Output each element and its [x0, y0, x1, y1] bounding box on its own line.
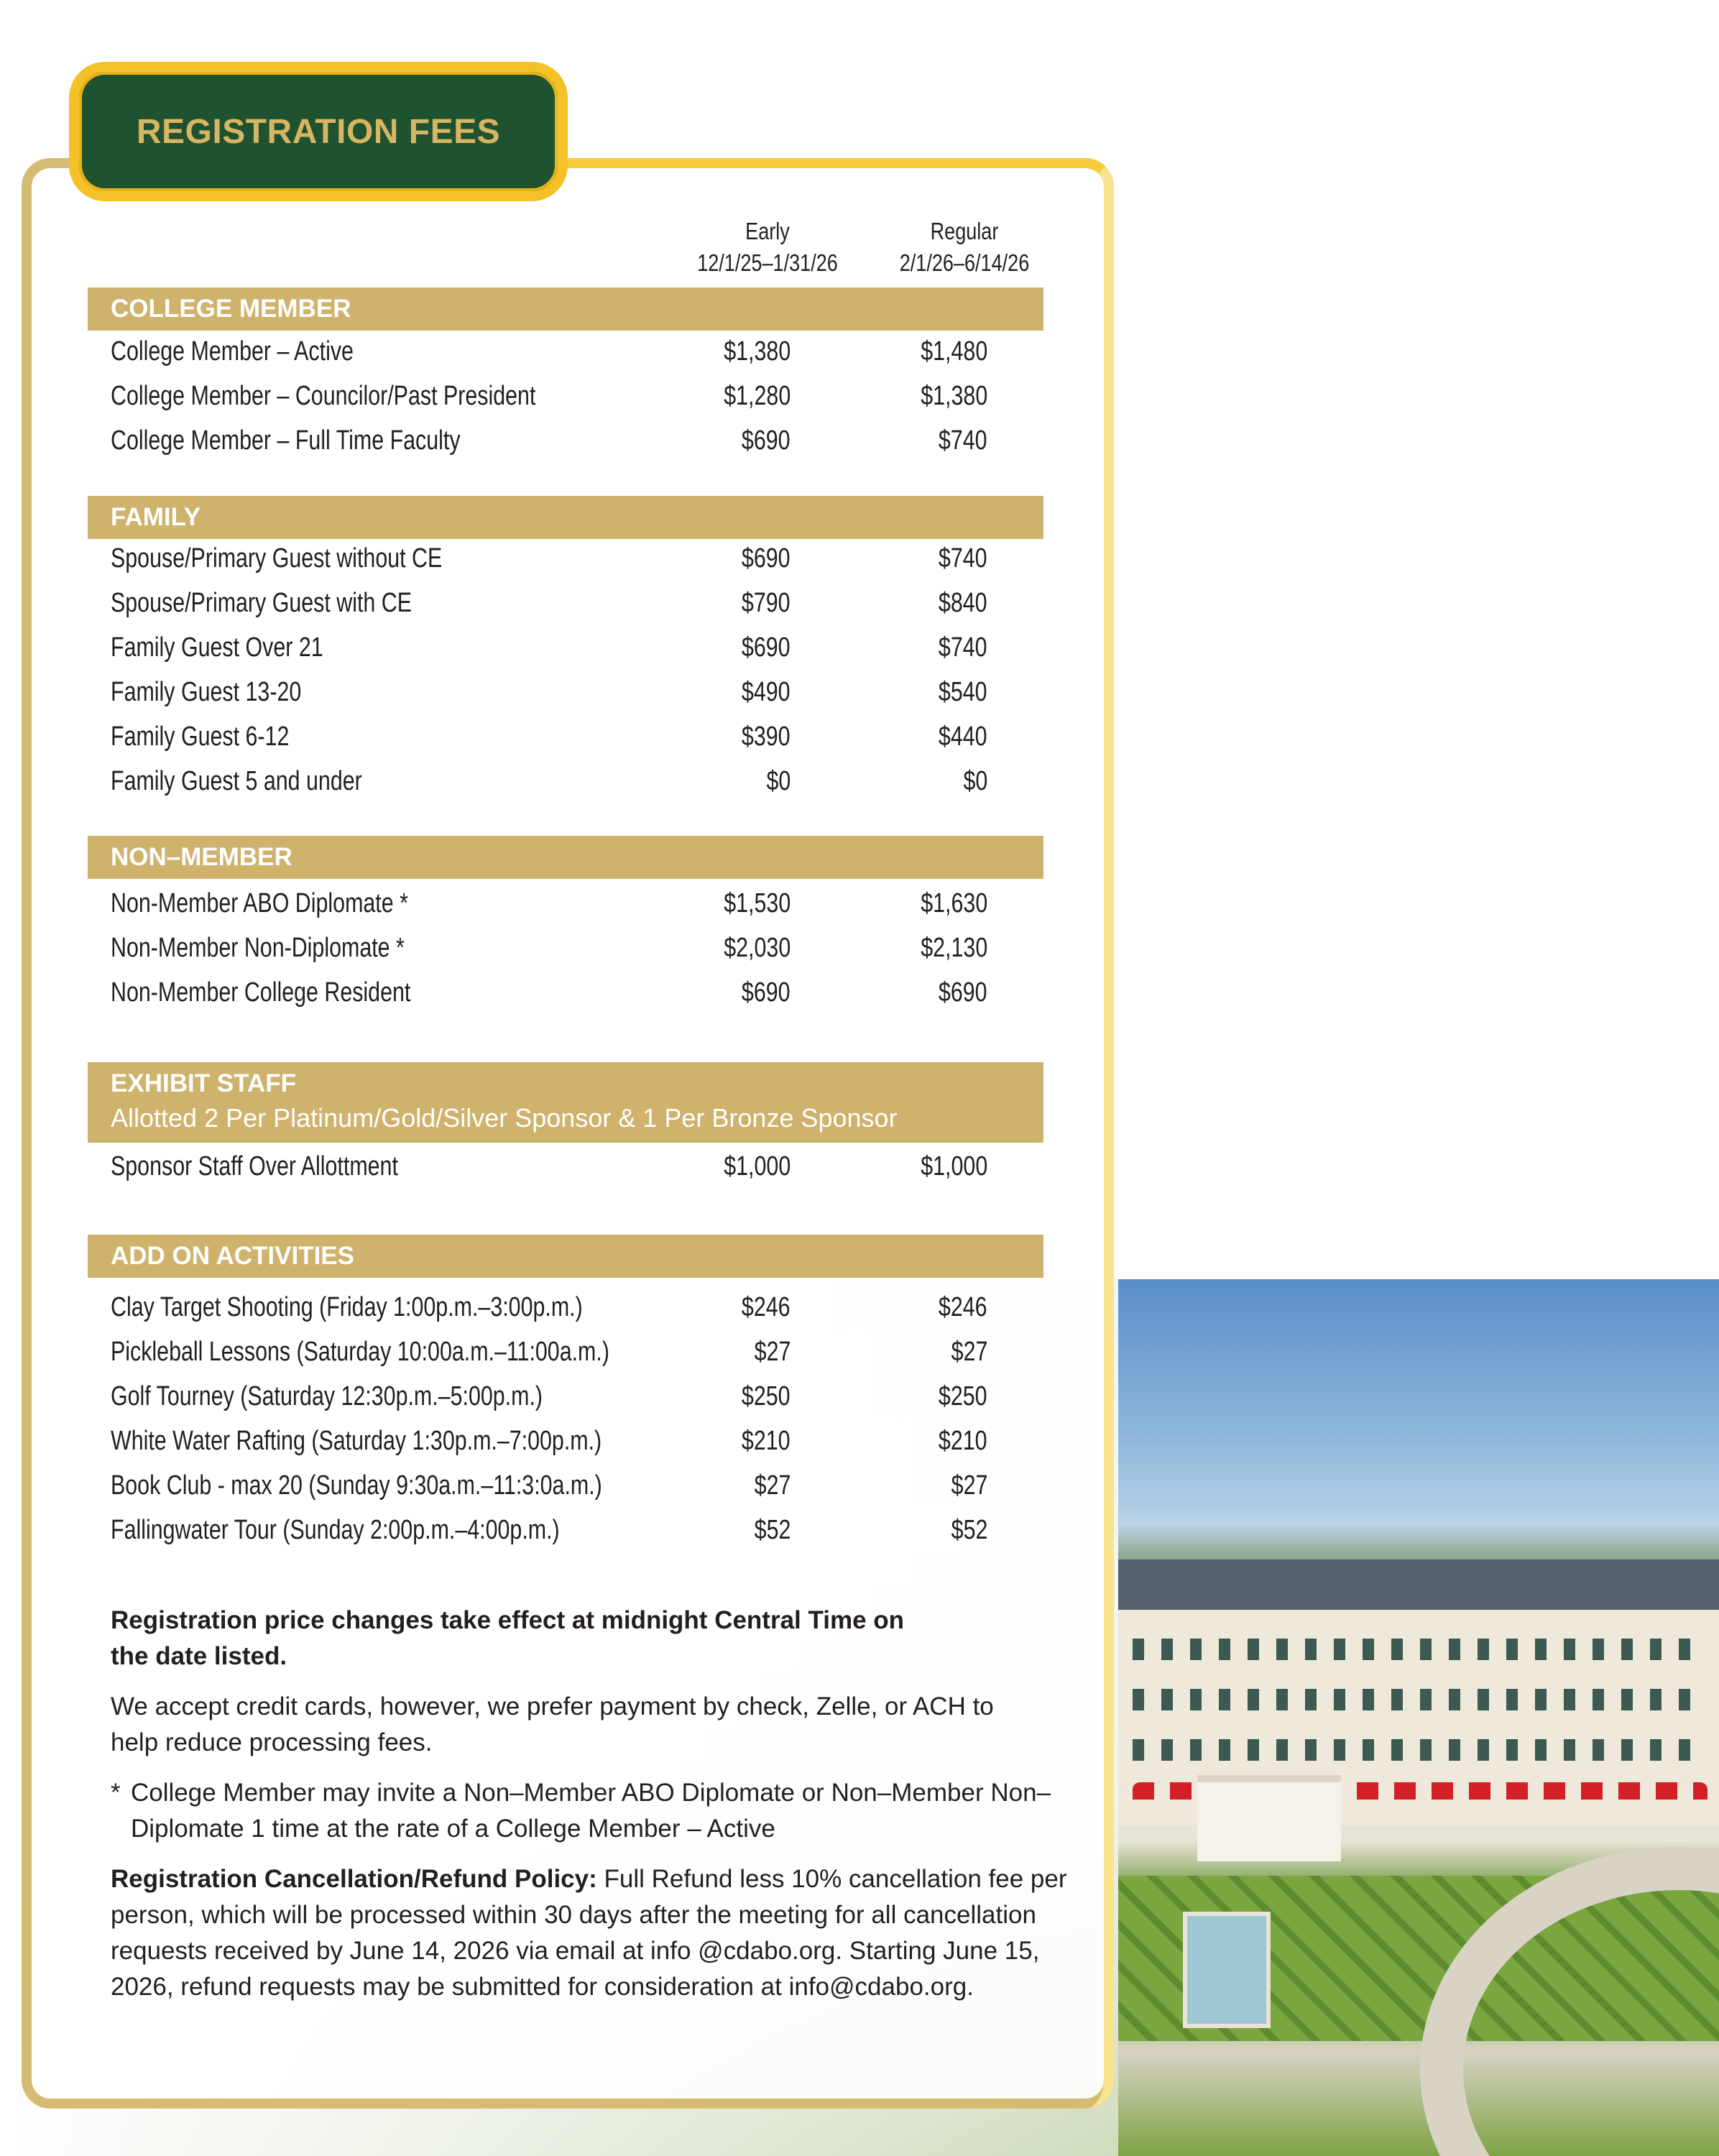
fee-row — [111, 336, 987, 379]
fee-row — [111, 588, 987, 631]
fee-regular: $1,630 — [921, 888, 987, 918]
fee-row — [111, 425, 987, 469]
fee-row — [111, 766, 987, 809]
asterisk-mark: * — [111, 1779, 121, 1807]
refund-policy — [111, 1861, 1088, 2005]
fee-row — [111, 677, 987, 720]
fee-regular: $690 — [939, 977, 987, 1008]
section-header-add-on-activities — [88, 1235, 1043, 1278]
title-badge — [69, 62, 568, 201]
fee-row — [111, 977, 987, 1021]
window-row — [1133, 1689, 1708, 1710]
fee-label: Non-Member Non-Diplomate * — [111, 933, 405, 963]
fee-row — [111, 1381, 987, 1424]
fee-label: Book Club - max 20 (Sunday 9:30a.m.–11:3:0a.m.) — [111, 1470, 602, 1501]
policy-heading: Registration Cancellation/Refund Policy: — [111, 1865, 597, 1893]
hotel-roof — [1118, 1560, 1719, 1610]
invite-note — [111, 1775, 1052, 1847]
fee-label: Golf Tourney (Saturday 12:30p.m.–5:00p.m.) — [111, 1381, 543, 1411]
fee-row — [111, 1151, 987, 1194]
fee-row — [111, 1515, 987, 1558]
fee-early: $27 — [754, 1470, 791, 1501]
policy-text: Full Refund less 10% cancellation fee per person, which will be processed within 30 days after the meeting for all cancellation requests received by June 14, 2026 via email at info @cdabo.org. Starting June 15, 2026, refund requests may be submitted for consideration at info@cdabo.org. — [111, 1865, 1067, 2001]
fee-regular: $740 — [939, 543, 987, 573]
fee-regular: $540 — [939, 677, 987, 707]
fee-label: Spouse/Primary Guest without CE — [111, 543, 443, 573]
fee-early: $1,380 — [724, 336, 791, 367]
fee-row — [111, 632, 987, 676]
column-header-regular — [894, 216, 1036, 279]
fee-early: $27 — [754, 1337, 791, 1367]
fountain-pool — [1183, 1912, 1271, 2028]
fee-label: Clay Target Shooting (Friday 1:00p.m.–3:00p.m.) — [111, 1292, 583, 1322]
fee-row — [111, 1470, 987, 1514]
fee-row — [111, 1337, 987, 1380]
fee-early: $1,530 — [724, 888, 791, 918]
fee-row — [111, 1292, 987, 1335]
payment-note: We accept credit cards, however, we prefer payment by check, Zelle, or ACH to help reduce processing fees. — [111, 1692, 994, 1756]
fee-label: College Member – Councilor/Past President — [111, 381, 536, 411]
fee-regular: $27 — [951, 1337, 987, 1367]
fee-regular: $1,380 — [921, 381, 987, 411]
fee-regular: $210 — [939, 1426, 987, 1456]
fee-label: Spouse/Primary Guest with CE — [111, 588, 412, 618]
fee-regular: $246 — [939, 1292, 987, 1322]
section-header-exhibit-staff — [88, 1062, 1043, 1143]
fee-regular: $1,000 — [921, 1151, 987, 1181]
fee-early: $250 — [742, 1381, 791, 1411]
fee-regular: $0 — [963, 766, 987, 796]
fee-row — [111, 888, 987, 931]
fee-early: $690 — [742, 425, 791, 456]
fee-early: $210 — [742, 1426, 791, 1456]
fee-label: Family Guest Over 21 — [111, 632, 323, 663]
section-header-non-member — [88, 836, 1043, 879]
invite-text: College Member may invite a Non–Member ABO Diplomate or Non–Member Non–Diplomate 1 time at the rate of a College Member – Active — [131, 1779, 1051, 1843]
price-change-note: Registration price changes take effect at midnight Central Time on the date listed. — [111, 1606, 905, 1670]
early-label: Early — [745, 218, 790, 244]
hotel-portico — [1197, 1775, 1341, 1861]
early-dates: 12/1/25–1/31/26 — [697, 249, 838, 276]
fee-regular: $52 — [951, 1515, 987, 1545]
window-row — [1133, 1739, 1708, 1761]
regular-dates: 2/1/26–6/14/26 — [899, 249, 1030, 276]
fee-label: Fallingwater Tour (Sunday 2:00p.m.–4:00p.m.) — [111, 1515, 560, 1545]
fee-label: Non-Member ABO Diplomate * — [111, 888, 408, 918]
section-subtitle: Allotted 2 Per Platinum/Gold/Silver Sponsor & 1 Per Bronze Sponsor — [111, 1103, 898, 1133]
fee-regular: $840 — [939, 588, 987, 618]
regular-label: Regular — [930, 218, 999, 244]
fee-row — [111, 722, 987, 765]
section-title: FAMILY — [111, 503, 201, 531]
fee-early: $52 — [754, 1515, 791, 1545]
fee-early: $0 — [766, 766, 791, 796]
fee-label: Pickleball Lessons (Saturday 10:00a.m.–11:00a.m.) — [111, 1337, 609, 1367]
section-title: ADD ON ACTIVITIES — [111, 1242, 354, 1270]
page-title: REGISTRATION FEES — [136, 112, 501, 151]
section-header-family — [88, 496, 1043, 539]
fee-label: Sponsor Staff Over Allottment — [111, 1151, 398, 1181]
fee-label: Non-Member College Resident — [111, 977, 411, 1008]
section-title: COLLEGE MEMBER — [111, 295, 351, 323]
fee-early: $246 — [742, 1292, 791, 1322]
fee-regular: $740 — [939, 425, 987, 456]
fee-regular: $440 — [939, 722, 987, 752]
section-title: NON–MEMBER — [111, 843, 292, 871]
fee-early: $2,030 — [724, 933, 791, 963]
fee-early: $690 — [742, 632, 791, 663]
column-header-early — [697, 216, 839, 279]
fee-regular: $2,130 — [921, 933, 987, 963]
section-title: EXHIBIT STAFF — [111, 1069, 296, 1097]
fee-label: Family Guest 6-12 — [111, 722, 290, 752]
fee-label: Family Guest 5 and under — [111, 766, 362, 796]
fee-early: $1,000 — [724, 1151, 791, 1181]
fee-row — [111, 543, 987, 586]
fee-label: White Water Rafting (Saturday 1:30p.m.–7:00p.m.) — [111, 1426, 602, 1456]
fee-early: $490 — [742, 677, 791, 707]
fee-early: $390 — [742, 722, 791, 752]
fee-regular: $250 — [939, 1381, 987, 1411]
fee-early: $690 — [742, 543, 791, 573]
fee-regular: $27 — [951, 1470, 987, 1501]
fee-label: Family Guest 13-20 — [111, 677, 302, 707]
fee-early: $790 — [742, 588, 791, 618]
fee-early: $690 — [742, 977, 791, 1008]
resort-photo — [1118, 1279, 1719, 2156]
fee-early: $1,280 — [724, 381, 791, 411]
fee-row — [111, 933, 987, 976]
fee-label: College Member – Active — [111, 336, 354, 367]
fee-label: College Member – Full Time Faculty — [111, 425, 461, 456]
fee-row — [111, 1426, 987, 1469]
window-row — [1133, 1639, 1708, 1660]
fee-regular: $740 — [939, 632, 987, 663]
fee-regular: $1,480 — [921, 336, 987, 367]
fee-row — [111, 381, 987, 424]
section-header-college-member — [88, 287, 1043, 331]
